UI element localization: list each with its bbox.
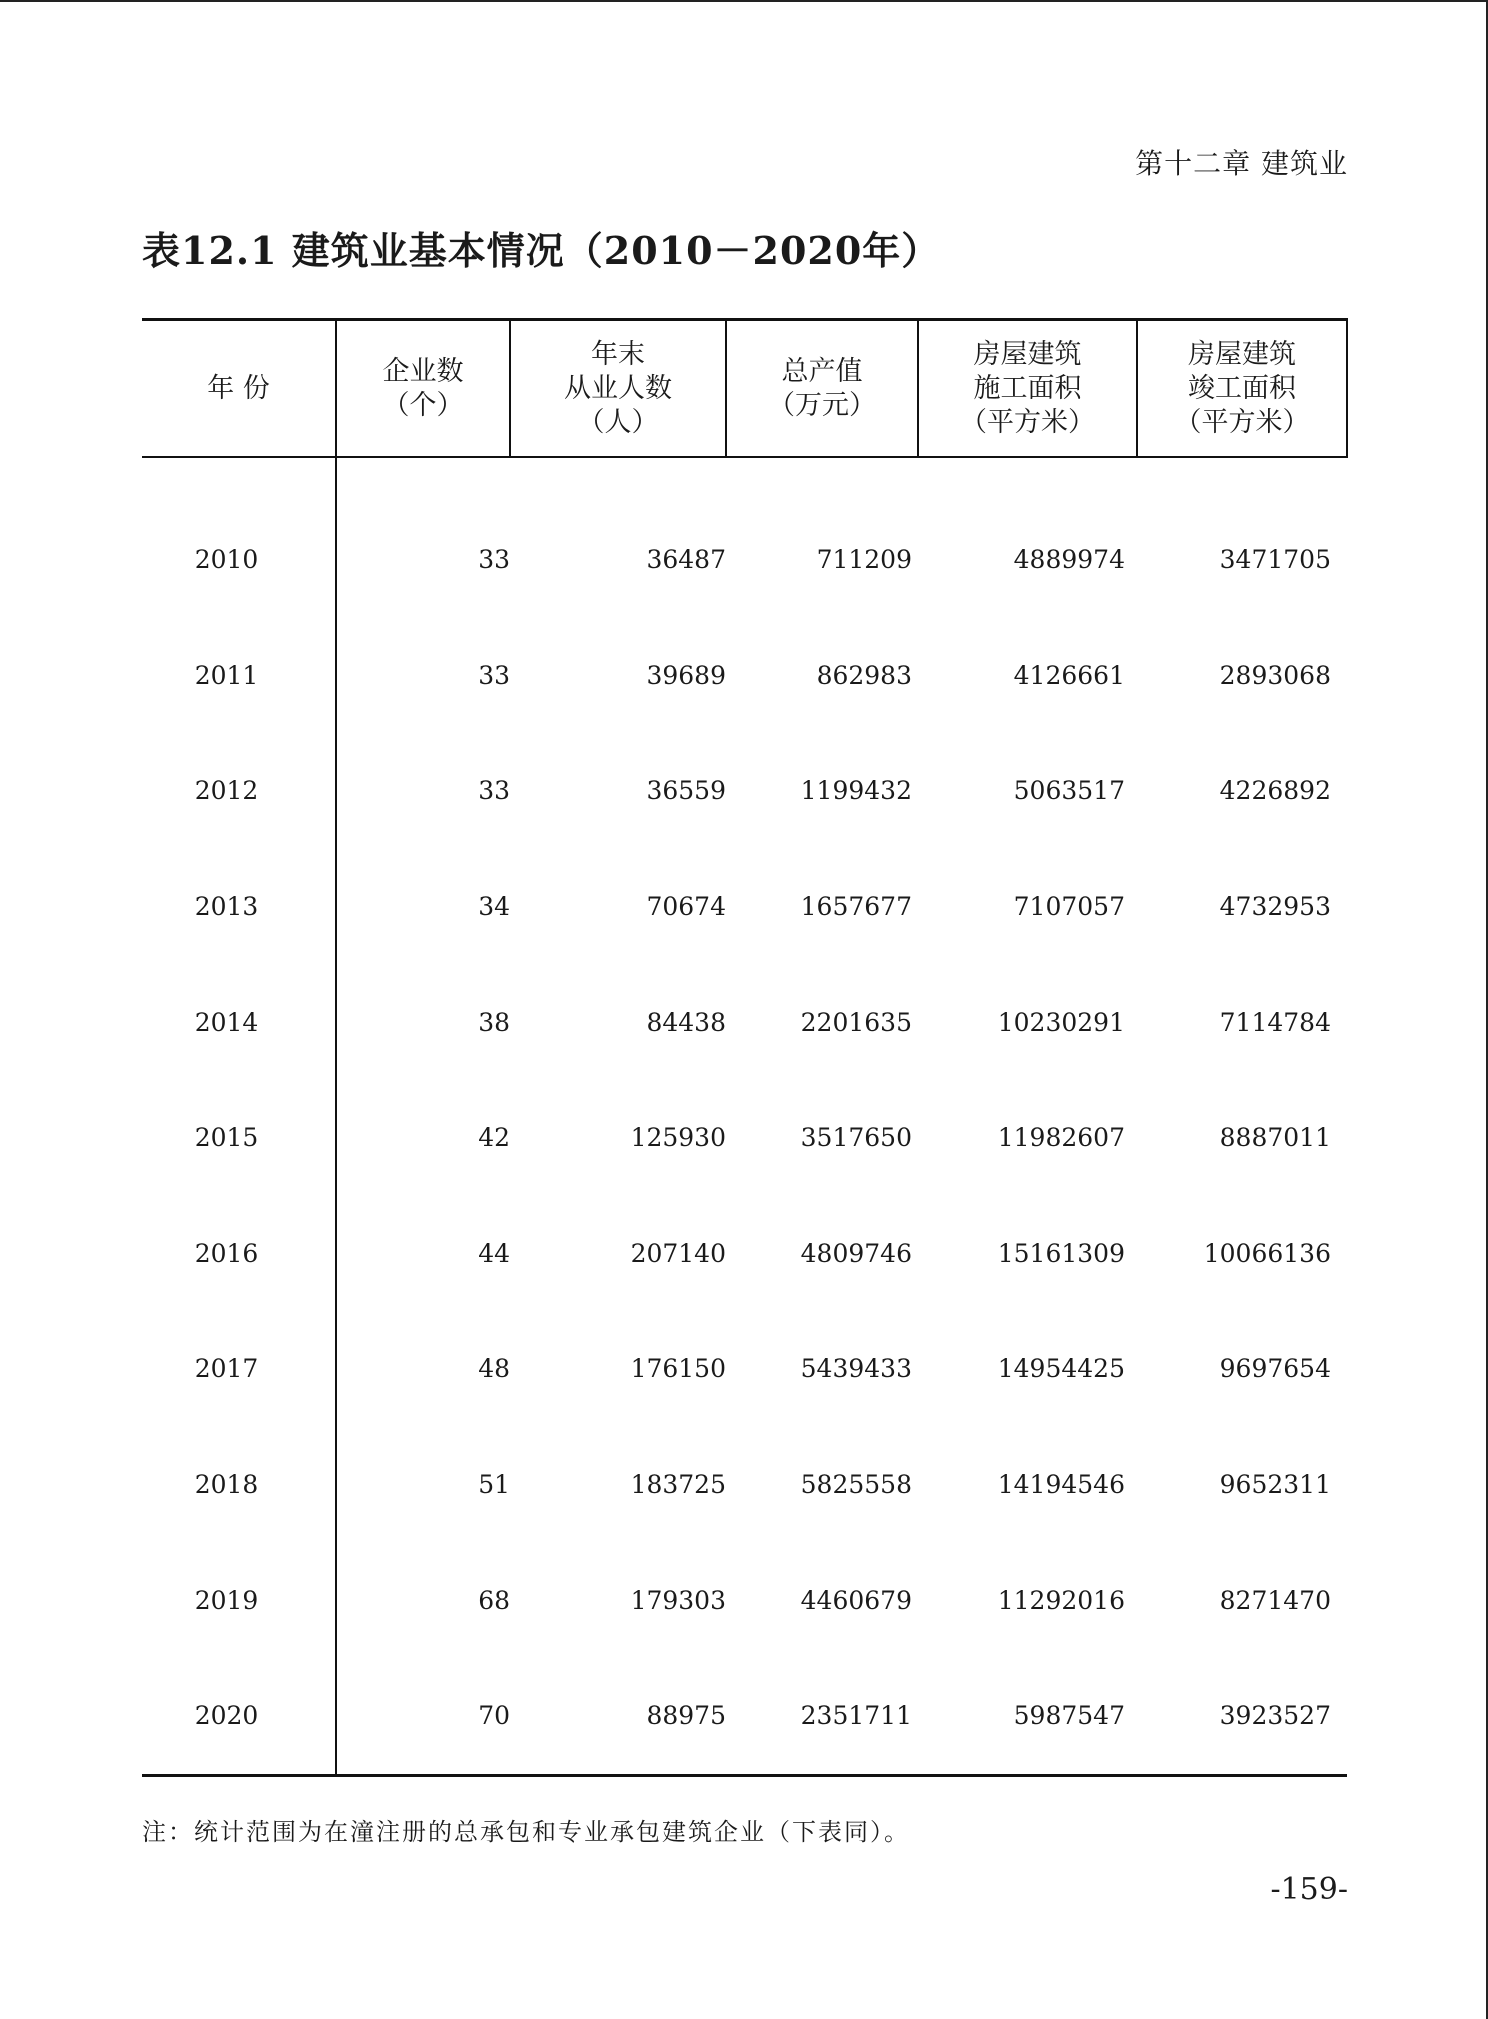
- value-cell: 3517650: [800, 1123, 912, 1153]
- value-cell: 183725: [630, 1470, 726, 1500]
- table-footnote: 注：统计范围为在潼注册的总承包和专业承包建筑企业（下表同）。: [142, 1818, 910, 1846]
- column-header-line: （万元）: [768, 389, 876, 421]
- value-cell: 88975: [510, 1658, 726, 1775]
- value-cell: 4732953: [1219, 892, 1331, 922]
- year-cell: 2016: [142, 1196, 336, 1312]
- column-header-line: 年末: [591, 338, 645, 370]
- value-cell: 14954425: [997, 1354, 1125, 1384]
- column-header-3: [726, 320, 918, 458]
- column-header-line: 施工面积: [973, 372, 1082, 404]
- table-row: [142, 1427, 1347, 1543]
- value-cell: 33: [478, 776, 510, 806]
- value-cell: 48: [478, 1354, 510, 1384]
- header-row: [142, 320, 1347, 458]
- value-cell: 10230291: [997, 1007, 1125, 1037]
- column-header-0: [142, 320, 336, 458]
- value-cell: 5987547: [918, 1658, 1137, 1775]
- value-cell: 1199432: [800, 776, 912, 806]
- table-row: [142, 849, 1347, 965]
- year-cell: 2019: [142, 1542, 336, 1658]
- value-cell: 711209: [816, 545, 912, 575]
- table-row: [142, 964, 1347, 1080]
- table-body: [142, 457, 1347, 1775]
- value-cell: 1657677: [800, 892, 912, 922]
- column-header-4: [918, 320, 1137, 458]
- value-cell: 34: [478, 892, 510, 922]
- value-cell: 38: [478, 1007, 510, 1037]
- year-cell: 2020: [142, 1658, 336, 1775]
- value-cell: 179303: [630, 1585, 726, 1615]
- value-cell: 125930: [630, 1123, 726, 1153]
- column-header-line: （平方米）: [960, 406, 1095, 438]
- value-cell: 33: [478, 545, 510, 575]
- value-cell: 4809746: [800, 1238, 912, 1268]
- value-cell: 862983: [816, 660, 912, 690]
- page-top-border: [0, 0, 1488, 2]
- year-cell: 2010: [142, 457, 336, 618]
- value-cell: 11292016: [997, 1585, 1125, 1615]
- value-cell: 84438: [646, 1007, 726, 1037]
- value-cell: 9652311: [1219, 1470, 1331, 1500]
- table-title: 表12.1 建筑业基本情况（2010－2020年）: [142, 228, 941, 273]
- table-row: [142, 618, 1347, 734]
- table-row: [142, 1542, 1347, 1658]
- value-cell: 9697654: [1219, 1354, 1331, 1384]
- table-row: [142, 1311, 1347, 1427]
- value-cell: 176150: [630, 1354, 726, 1384]
- column-header-line: 房屋建筑: [973, 338, 1082, 370]
- column-header-2: [510, 320, 726, 458]
- value-cell: 207140: [630, 1238, 726, 1268]
- year-cell: 2012: [142, 733, 336, 849]
- value-cell: 70: [336, 1658, 510, 1775]
- value-cell: 2893068: [1219, 660, 1331, 690]
- value-cell: 2351711: [726, 1658, 918, 1775]
- value-cell: 5825558: [800, 1470, 912, 1500]
- value-cell: 7114784: [1219, 1007, 1331, 1037]
- table-row: [142, 733, 1347, 849]
- year-cell: 2017: [142, 1311, 336, 1427]
- value-cell: 36487: [646, 545, 726, 575]
- column-header-line: 从业人数: [564, 372, 672, 404]
- column-header-line: 年 份: [207, 372, 270, 404]
- value-cell: 11982607: [997, 1123, 1125, 1153]
- value-cell: 2201635: [800, 1007, 912, 1037]
- value-cell: 4226892: [1219, 776, 1331, 806]
- column-header-5: [1137, 320, 1347, 458]
- value-cell: 70674: [646, 892, 726, 922]
- value-cell: 4126661: [1013, 660, 1125, 690]
- value-cell: 4460679: [800, 1585, 912, 1615]
- table-header: [142, 320, 1347, 458]
- year-cell: 2011: [142, 618, 336, 734]
- construction-stats-table: [142, 318, 1348, 1777]
- value-cell: 10066136: [1203, 1238, 1331, 1268]
- value-cell: 5063517: [1013, 776, 1125, 806]
- value-cell: 8271470: [1219, 1585, 1331, 1615]
- value-cell: 51: [478, 1470, 510, 1500]
- column-header-line: 房屋建筑: [1188, 338, 1296, 370]
- page-number: -159-: [1270, 1872, 1348, 1907]
- table-row: [142, 457, 1347, 618]
- column-header-line: （个）: [382, 389, 464, 421]
- table-row: [142, 1196, 1347, 1312]
- value-cell: 44: [478, 1238, 510, 1268]
- chapter-header: 第十二章 建筑业: [1135, 147, 1348, 180]
- table-row: [142, 1080, 1347, 1196]
- value-cell: 39689: [646, 660, 726, 690]
- year-cell: 2015: [142, 1080, 336, 1196]
- column-header-line: 竣工面积: [1188, 372, 1296, 404]
- value-cell: 8887011: [1219, 1123, 1331, 1153]
- value-cell: 4889974: [1013, 545, 1125, 575]
- column-header-line: （平方米）: [1174, 406, 1310, 438]
- value-cell: 42: [478, 1123, 510, 1153]
- value-cell: 7107057: [1013, 892, 1125, 922]
- year-cell: 2013: [142, 849, 336, 965]
- value-cell: 68: [478, 1585, 510, 1615]
- column-header-line: （人）: [577, 406, 659, 438]
- value-cell: 36559: [646, 776, 726, 806]
- value-cell: 3471705: [1219, 545, 1331, 575]
- value-cell: 5439433: [800, 1354, 912, 1384]
- value-cell: 14194546: [997, 1470, 1125, 1500]
- value-cell: 33: [478, 660, 510, 690]
- value-cell: 15161309: [997, 1238, 1125, 1268]
- column-header-line: 总产值: [781, 355, 863, 387]
- year-cell: 2018: [142, 1427, 336, 1543]
- column-header-line: 企业数: [382, 355, 464, 387]
- table-row: [142, 1658, 1347, 1775]
- year-cell: 2014: [142, 964, 336, 1080]
- value-cell: 3923527: [1137, 1658, 1347, 1775]
- column-header-1: [336, 320, 510, 458]
